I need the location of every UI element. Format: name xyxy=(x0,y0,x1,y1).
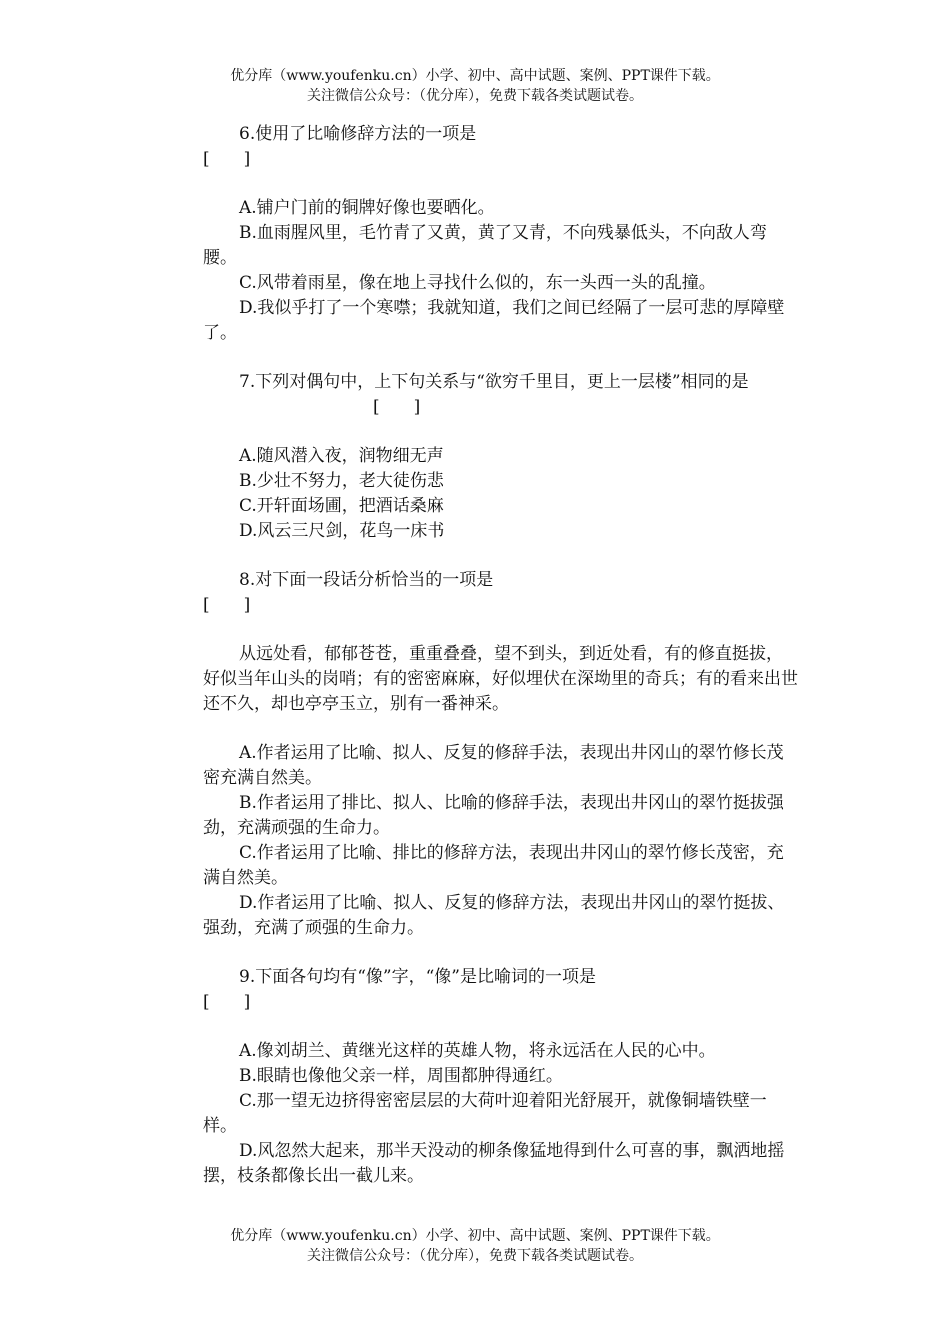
question-9-option-a: A.像刘胡兰、黄继光这样的英雄人物，将永远活在人民的心中。 xyxy=(239,1041,716,1061)
page-footer xyxy=(0,1226,950,1266)
question-6-option-d: D.我似乎打了一个寒噤；我就知道，我们之间已经隔了一层可悲的厚障壁了。 xyxy=(203,298,785,343)
question-9 xyxy=(203,965,798,1189)
question-9-option-b: B.眼睛也像他父亲一样，周围都肿得通红。 xyxy=(239,1066,563,1086)
question-8-option-c: C.作者运用了比喻、排比的修辞方法，表现出井冈山的翠竹修长茂密，充满自然美。 xyxy=(203,843,784,888)
footer-line-2: 关注微信公众号：（优分库），免费下载各类试题试卷。 xyxy=(307,1248,643,1264)
question-8-stem: 8.对下面一段话分析恰当的一项是 xyxy=(239,570,494,590)
question-8-passage: 从远处看，郁郁苍苍，重重叠叠，望不到头，到近处看，有的修直挺拔，好似当年山头的岗哨；有的密密麻麻，好似埋伏在深坳里的奇兵；有的看来出世还不久，却也亭亭玉立，别有一番神采。 xyxy=(203,644,798,714)
question-8-option-d: D.作者运用了比喻、拟人、反复的修辞方法，表现出井冈山的翠竹挺拔、强劲，充满了顽强的生命力。 xyxy=(203,893,785,938)
question-7-stem-text: 7.下列对偶句中，上下句关系与“欲穷千里目，更上一层楼”相同的是 xyxy=(239,372,749,392)
header-line-2: 关注微信公众号：（优分库），免费下载各类试题试卷。 xyxy=(307,88,643,104)
document-body xyxy=(203,122,798,1189)
question-9-answer-bracket: [ ] xyxy=(203,992,251,1012)
question-8-option-a: A.作者运用了比喻、拟人、反复的修辞手法，表现出井冈山的翠竹修长茂密充满自然美。 xyxy=(203,743,784,788)
question-7-option-b: B.少壮不努力，老大徒伤悲 xyxy=(239,471,444,491)
footer-line-1: 优分库（www.youfenku.cn）小学、初中、高中试题、案例、PPT课件下载。 xyxy=(230,1228,720,1244)
question-7-answer-bracket: [ ] xyxy=(373,397,421,417)
question-6-option-c: C.风带着雨星，像在地上寻找什么似的，东一头西一头的乱撞。 xyxy=(239,273,716,293)
question-6-answer-bracket: [ ] xyxy=(203,149,251,169)
page-header xyxy=(0,66,950,106)
question-7 xyxy=(203,370,798,544)
question-8-option-b: B.作者运用了排比、拟人、比喻的修辞手法，表现出井冈山的翠竹挺拔强劲，充满顽强的生命力。 xyxy=(203,793,784,838)
question-8-answer-bracket: [ ] xyxy=(203,595,251,615)
question-8 xyxy=(203,568,798,941)
header-line-1: 优分库（www.youfenku.cn）小学、初中、高中试题、案例、PPT课件下载。 xyxy=(230,68,720,84)
question-9-stem: 9.下面各句均有“像”字，“像”是比喻词的一项是 xyxy=(239,967,596,987)
question-6-stem: 6.使用了比喻修辞方法的一项是 xyxy=(239,124,477,144)
question-6-option-a: A.铺户门前的铜牌好像也要晒化。 xyxy=(239,198,495,218)
question-7-option-d: D.风云三尺剑，花鸟一床书 xyxy=(239,521,445,541)
question-6-option-b: B.血雨腥风里，毛竹青了又黄，黄了又青，不向残暴低头，不向敌人弯腰。 xyxy=(203,223,767,268)
question-7-option-a: A.随风潜入夜，润物细无声 xyxy=(239,446,444,466)
question-6 xyxy=(203,122,798,346)
question-9-option-c: C.那一望无边挤得密密层层的大荷叶迎着阳光舒展开，就像铜墙铁壁一样。 xyxy=(203,1091,767,1136)
question-7-option-c: C.开轩面场圃，把酒话桑麻 xyxy=(239,496,444,516)
question-9-option-d: D.风忽然大起来，那半天没动的柳条像猛地得到什么可喜的事，飘洒地摇摆，枝条都像长出一截儿来。 xyxy=(203,1141,785,1186)
question-7-stem xyxy=(203,370,798,420)
